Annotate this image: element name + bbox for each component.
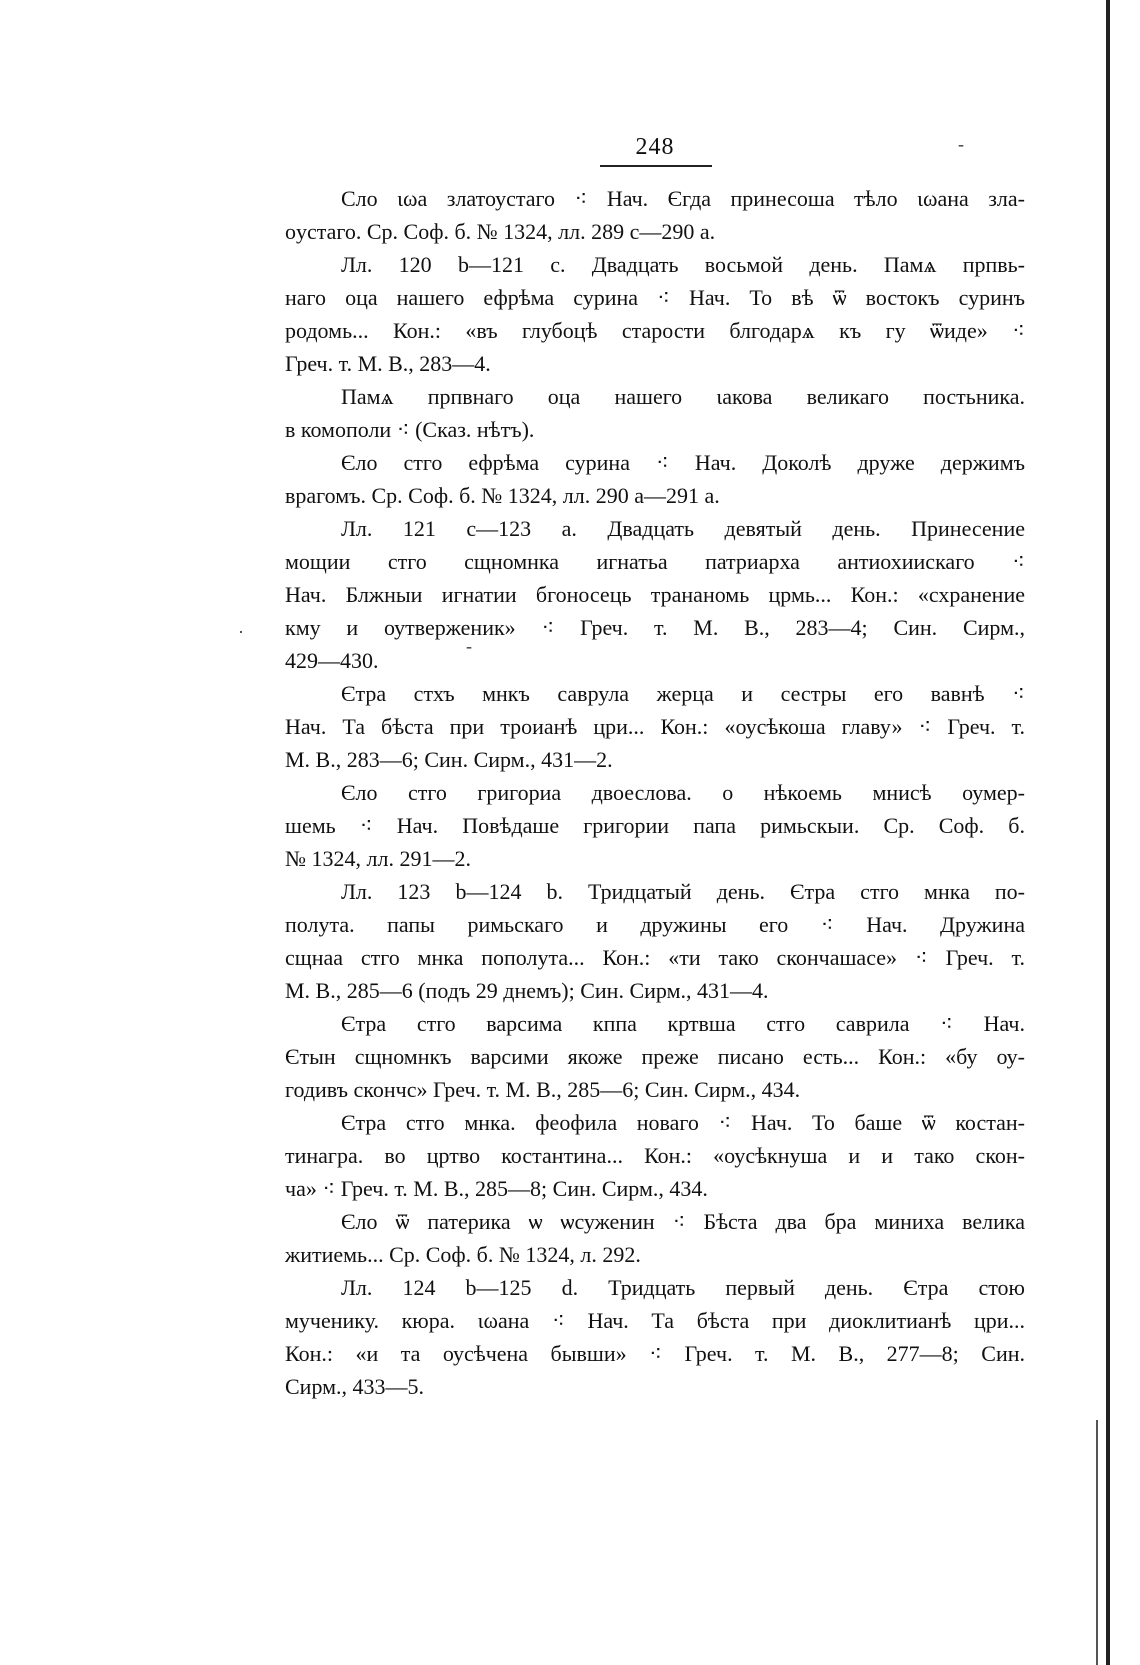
text-line: тинагра. во цртво костантина... Кон.: «оусѣкнуша и и тако скон- <box>285 1143 1025 1168</box>
stray-mark: · <box>238 622 244 642</box>
text-line: мощии стго сщномнка игнатьa патриарха антиохиискаго ⁖ <box>285 549 1025 574</box>
page-number-rule <box>600 165 712 167</box>
text-line: кму и оутверженик» ⁖ Греч. т. М. В., 283—4; Син. Сирм., <box>285 615 1025 640</box>
text-line: Лл. 124 b—125 d. Тридцать первый день. Єтра стою <box>341 1275 1025 1300</box>
text-line: Єло ѿ патерика ѡ ѡсуженин ⁖ Бѣста два бра миниха велика <box>341 1209 1025 1234</box>
text-line: в комополи ⁖ (Сказ. нѣтъ). <box>285 417 535 442</box>
text-line: 429—430. <box>285 648 379 673</box>
page-edge-shadow-inner <box>1096 1420 1098 1665</box>
stray-mark: - <box>466 636 472 656</box>
text-line: Греч. т. М. В., 283—4. <box>285 351 491 376</box>
text-line: М. В., 283—6; Син. Сирм., 431—2. <box>285 747 613 772</box>
text-line: врагомъ. Ср. Соф. б. № 1324, лл. 290 а—291 а. <box>285 483 720 508</box>
text-line: Єтра стхъ мнкъ саврула жерца и сестры его вавнѣ ⁖ <box>341 681 1025 706</box>
page-number: 248 <box>635 134 675 160</box>
text-line: Лл. 120 b—121 с. Двадцать восьмой день. Памѧ прпвь- <box>341 252 1025 277</box>
text-line: Єтра стго варсима кппа кртвша стго саврила ⁖ Нач. <box>341 1011 1025 1036</box>
text-line: родомь... Кон.: «въ глубоцѣ старости блгодарѧ къ гу ѿиде» ⁖ <box>285 318 1025 343</box>
text-line: Кон.: «и та оусѣчена бывши» ⁖ Греч. т. М. В., 277—8; Син. <box>285 1341 1025 1366</box>
text-line: Єтра стго мнка. феофила новаго ⁖ Нач. То баше ѿ костан- <box>341 1110 1025 1135</box>
text-line: Єло стго ефрѣма сурина ⁖ Нач. Доколѣ друже держимъ <box>341 450 1025 475</box>
text-line: полута. папы римьскаго и дружины его ⁖ Нач. Дружина <box>285 912 1025 937</box>
text-line: сщнаа стго мнка пополута... Кон.: «ти тако скончашасе» ⁖ Греч. т. <box>285 945 1025 970</box>
text-line: Нач. Блжныи игнатии бгоносець трананомь црмь... Кон.: «схранение <box>285 582 1025 607</box>
text-line: житиемь... Ср. Соф. б. № 1324, л. 292. <box>285 1242 641 1267</box>
text-line: Нач. Та бѣста при троианѣ цри... Кон.: «оусѣкоша главу» ⁖ Греч. т. <box>285 714 1025 739</box>
text-line: годивъ скончс» Греч. т. М. В., 285—6; Син. Сирм., 434. <box>285 1077 801 1102</box>
text-line: шемь ⁖ Нач. Повѣдаше григории папа римьскыи. Ср. Соф. б. <box>285 813 1025 838</box>
text-line: наго оца нашего ефрѣма сурина ⁖ Нач. То вѣ ѿ востокъ суринъ <box>285 285 1025 310</box>
text-line: Сло ιωа златоустаго ⁖ Нач. Єгда принесоша тѣло ιωана зла- <box>341 186 1025 211</box>
text-line: мученику. кюра. ιωана ⁖ Нач. Та бѣста при диоклитианѣ цри... <box>285 1308 1025 1333</box>
text-line: Лл. 123 b—124 b. Тридцатый день. Єтра стго мнка по- <box>341 879 1025 904</box>
text-line: М. В., 285—6 (подъ 29 днемъ); Син. Сирм., 431—4. <box>285 978 769 1003</box>
text-line: Єтын сщномнкъ варсими якоже преже писано есть... Кон.: «бу оу- <box>285 1044 1025 1069</box>
page-edge-shadow <box>1106 0 1110 1665</box>
text-line: ча» ⁖ Греч. т. М. В., 285—8; Син. Сирм., 434. <box>285 1176 708 1201</box>
text-line: Сирм., 433—5. <box>285 1374 425 1399</box>
text-line: Памѧ прпвнаго оца нашего ιакова великаго постьника. <box>341 384 1025 409</box>
text-line: № 1324, лл. 291—2. <box>285 846 471 871</box>
text-line: oустаго. Ср. Соф. б. № 1324, лл. 289 с—290 а. <box>285 219 716 244</box>
text-line: Лл. 121 с—123 а. Двадцать девятый день. Принесение <box>341 516 1025 541</box>
text-line: Єло стго григориа двоеслова. о нѣкоемь мнисѣ оумер- <box>341 780 1025 805</box>
body-text <box>285 182 1025 1403</box>
stray-mark: - <box>958 134 964 154</box>
